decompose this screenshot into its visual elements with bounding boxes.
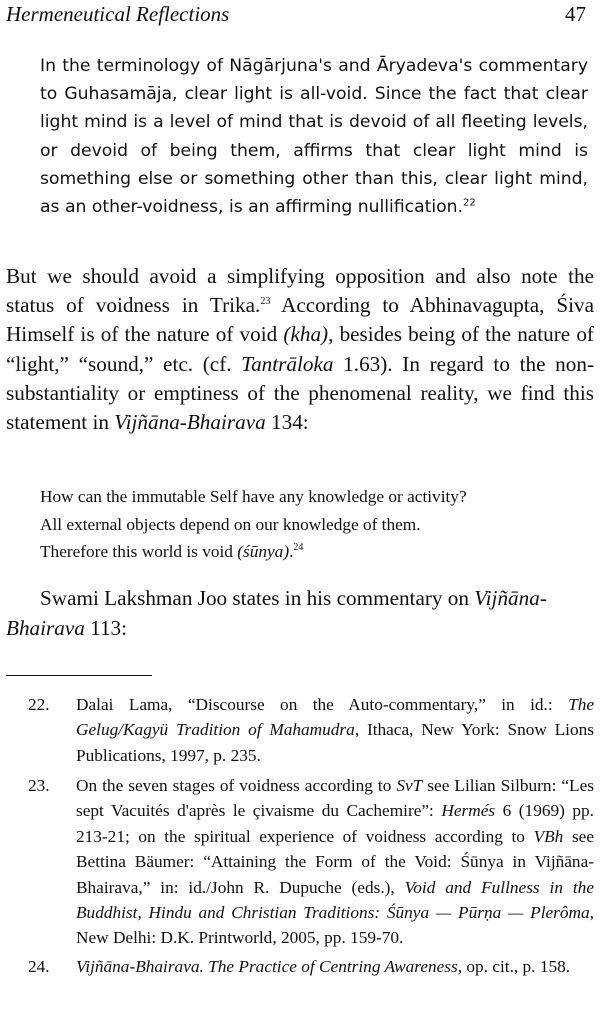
fn22-title: The Gelug/Kagyü Tradition of Mahamudra	[76, 695, 594, 740]
footnote-ref-24[interactable]: 24	[293, 542, 304, 554]
footnote-ref-22[interactable]: 22	[463, 197, 476, 209]
footnote-24-number: 24.	[28, 957, 50, 976]
footnote-24-text	[76, 954, 594, 979]
footnote-24	[6, 954, 594, 979]
p2-title-vijnana-bhairava: Vijñāna-Bhairava	[6, 586, 547, 640]
p2-text-a: Swami Lakshman Joo states in his commentary on	[40, 586, 475, 610]
running-title: Hermeneutical Reflections	[6, 2, 230, 26]
footnote-22	[6, 692, 594, 768]
fn22-a: Dalai Lama, “Discourse on the Auto-commentary,” in id.:	[76, 695, 569, 714]
p1-title-vijnana-bhairava: Vijñāna-Bhairava	[114, 410, 266, 435]
fn24-b: , op. cit., p. 158.	[457, 957, 571, 976]
fn22-c: , Ithaca, New York: Snow Lions Publications, 1997, p. 235.	[76, 720, 594, 765]
p1-text-d: 1.63). In regard to the non-substantiality or emptiness of the phenomenal reality, we find this statement in	[6, 351, 595, 435]
quote2-period: .	[289, 542, 294, 561]
fn23-g: see Bettina Bäumer: “Attaining the Form of the Void: Śūnya in Vijñāna-Bhairava,” in: id./John R. Dupuche (eds.),	[76, 826, 595, 897]
block-quote-1	[40, 52, 588, 221]
quote2-line-3-text: Therefore this world is void	[40, 542, 238, 561]
fn23-e: 6 (1969) pp. 213-21; on the spiritual experience of voidness according to	[76, 801, 594, 846]
fn23-book-title: Void and Fullness in the Buddhist, Hindu and Christian Traditions: Śūnya — Pūrṇa — Plerôma	[76, 877, 594, 923]
quote2-line-3	[40, 538, 590, 566]
fn24-title: Vijñāna-Bhairava. The Practice of Centring Awareness	[76, 957, 458, 976]
p2-text-b: 113:	[84, 615, 128, 640]
quote2-line-1: How can the immutable Self have any knowledge or activity?	[40, 487, 467, 506]
fn23-svt: SvT	[396, 776, 423, 795]
p1-text-b: According to Abhinavagupta, Śiva Himself is of the nature of void	[6, 293, 594, 347]
quote2-line-2: All external objects depend on our knowledge of them.	[40, 514, 421, 534]
footnote-22-number: 22.	[28, 695, 50, 714]
block-quote-2	[40, 483, 590, 566]
p1-text-c: , besides being of the nature of “light,” “sound,” etc. (cf.	[6, 322, 594, 376]
p1-term-kha: (kha)	[283, 322, 329, 347]
body-paragraph-2	[6, 584, 594, 643]
p1-text-a: But we should avoid a simplifying opposition and also note the status of voidness in Trika.	[6, 264, 594, 318]
fn23-vbh: VBh	[533, 826, 564, 846]
footnote-23-number: 23.	[28, 776, 50, 795]
footnote-23	[6, 773, 594, 951]
fn23-c: see Lilian Silburn: “Les sept Vacuités d'après le çivaisme du Cachemire”:	[76, 776, 594, 821]
fn23-i: , New Delhi: D.K. Printworld, 2005, pp. 159-70.	[76, 903, 594, 948]
body-paragraph-1	[6, 262, 594, 437]
p1-title-tantraloka: Tantrāloka	[241, 351, 334, 376]
fn23-hermes: Hermés	[441, 801, 496, 821]
p1-text-e: 134:	[265, 410, 309, 435]
fn23-a: On the seven stages of voidness according to	[76, 776, 397, 795]
quote2-term-sunya: (śūnya)	[237, 542, 290, 561]
footnote-separator	[6, 675, 152, 676]
page-number: 47	[565, 2, 586, 26]
running-header	[6, 2, 586, 28]
footnote-ref-23[interactable]: 23	[260, 296, 271, 308]
block-quote-1-text: In the terminology of Nāgārjuna's and Āryadeva's commentary to Guhasamāja, clear light is all-void. Since the fact that clear light mind is a level of mind that is devoid of all fleeting levels, or devoid of being them, affirms that clear light mind is something else or something other than this, clear light mind, as an other-voidness, is an affirming nullification.	[40, 56, 588, 218]
footnote-23-text	[76, 773, 594, 951]
footnote-22-text	[76, 692, 594, 768]
